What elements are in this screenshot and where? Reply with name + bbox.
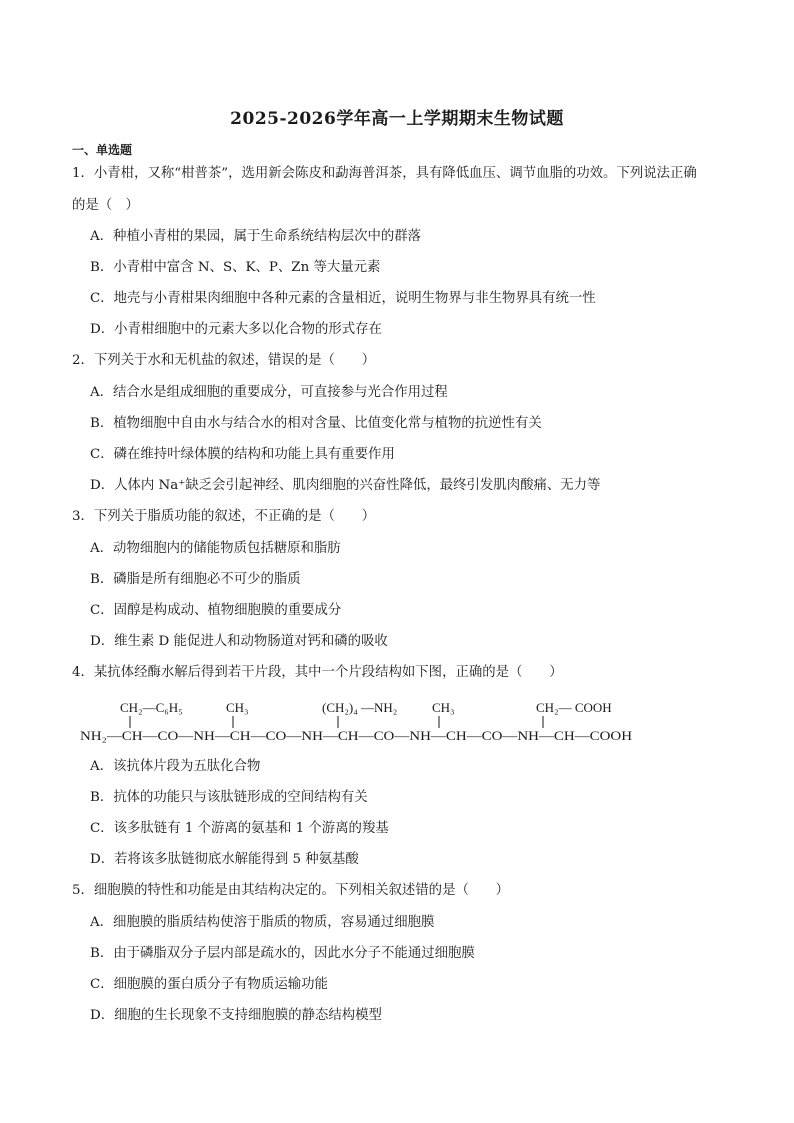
side-chain-3: (CH₂)₄ —NH₂ [322, 700, 398, 715]
question-2-option-c: C．磷在维持叶绿体膜的结构和功能上具有重要作用 [90, 447, 395, 462]
question-3-stem: 3．下列关于脂质功能的叙述，不正确的是（ ） [72, 509, 376, 524]
question-2-option-d: D．人体内 Na⁺缺乏会引起神经、肌肉细胞的兴奋性降低，最终引发肌肉酸痛、无力等 [90, 478, 601, 493]
question-1-stem: 1．小青柑，又称“柑普茶”，选用新会陈皮和勐海普洱茶，具有降低血压、调节血脂的功效。下列说法正确 [72, 166, 697, 181]
question-5-option-d: D．细胞的生长现象不支持细胞膜的静态结构模型 [90, 1008, 382, 1023]
question-4-stem: 4．某抗体经酶水解后得到若干片段，其中一个片段结构如下图，正确的是（ ） [72, 665, 563, 680]
section-heading: 一、单选题 [72, 143, 133, 157]
question-3-option-a: A．动物细胞内的储能物质包括糖原和脂肪 [90, 541, 341, 556]
side-chain-5: CH₂— COOH [536, 700, 612, 715]
question-5-stem: 5．细胞膜的特性和功能是由其结构决定的。下列相关叙述错的是（ ） [72, 883, 510, 898]
question-4-option-c: C．该多肽链有 1 个游离的氨基和 1 个游离的羧基 [90, 821, 389, 836]
side-chain-4: CH₃ [432, 700, 455, 715]
question-3-option-b: B．磷脂是所有细胞必不可少的脂质 [90, 572, 301, 587]
question-1-option-d: D．小青柑细胞中的元素大多以化合物的形式存在 [90, 322, 382, 337]
question-1-option-a: A．种植小青柑的果园，属于生命系统结构层次中的群落 [90, 229, 422, 244]
question-4-option-d: D．若将该多肽链彻底水解能得到 5 种氨基酸 [90, 852, 359, 867]
question-1-stem-continued: 的是（ ） [72, 198, 139, 213]
peptide-structure-figure [80, 698, 640, 746]
question-5-option-b: B．由于磷脂双分子层内部是疏水的，因此水分子不能通过细胞膜 [90, 946, 475, 961]
question-2-option-b: B．植物细胞中自由水与结合水的相对含量、比值变化常与植物的抗逆性有关 [90, 416, 542, 431]
question-3-option-c: C．固醇是构成动、植物细胞膜的重要成分 [90, 603, 342, 618]
question-2-option-a: A．结合水是组成细胞的重要成分，可直接参与光合作用过程 [90, 385, 448, 400]
page-title: 2025-2026学年高一上学期期末生物试题 [230, 109, 564, 129]
question-4-option-b: B．抗体的功能只与该肽链形成的空间结构有关 [90, 790, 368, 805]
question-3-option-d: D．维生素 D 能促进人和动物肠道对钙和磷的吸收 [90, 634, 388, 649]
peptide-backbone: NH₂—CH—CO—NH—CH—CO—NH—CH—CO—NH—CH—CO—NH—CH—COOH [80, 728, 632, 743]
side-chain-2: CH₃ [226, 700, 249, 715]
question-1-option-b: B．小青柑中富含 N、S、K、P、Zn 等大量元素 [90, 260, 381, 275]
question-4-option-a: A．该抗体片段为五肽化合物 [90, 759, 261, 774]
side-chain-1: CH₂—C₆H₅ [120, 700, 183, 715]
question-5-option-c: C．细胞膜的蛋白质分子有物质运输功能 [90, 977, 328, 992]
question-2-stem: 2．下列关于水和无机盐的叙述，错误的是（ ） [72, 353, 376, 368]
question-5-option-a: A．细胞膜的脂质结构使溶于脂质的物质，容易通过细胞膜 [90, 915, 435, 930]
question-1-option-c: C．地壳与小青柑果肉细胞中各种元素的含量相近，说明生物界与非生物界具有统一性 [90, 291, 596, 306]
